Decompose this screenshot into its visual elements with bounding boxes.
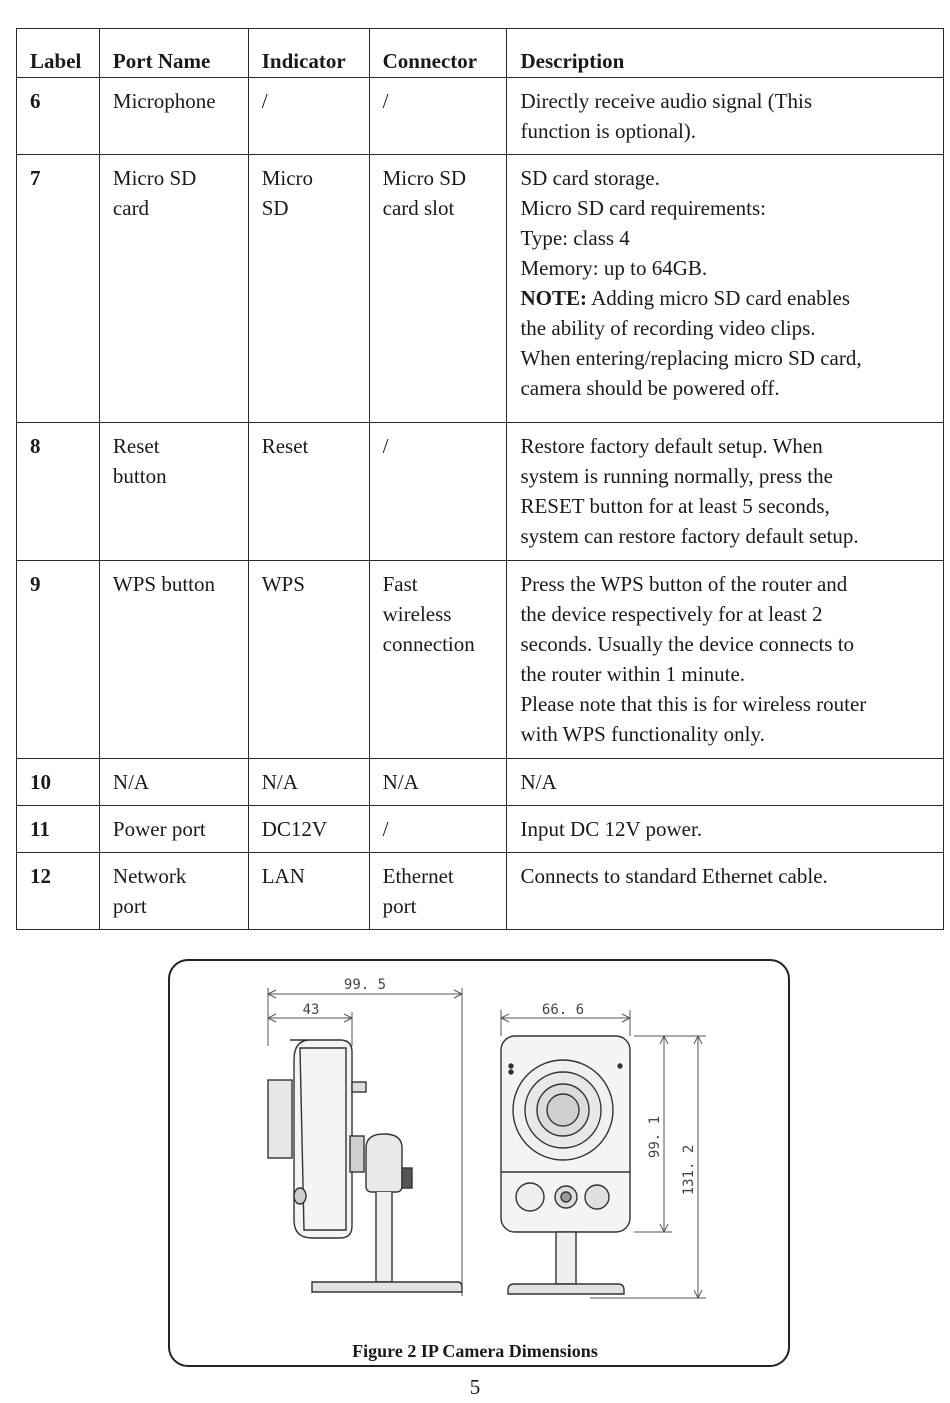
text-line: the device respectively for at least 2	[520, 602, 823, 626]
dim-body-height: 99. 1	[647, 1115, 663, 1159]
row-label: 7	[17, 155, 100, 423]
text-line: Memory: up to 64GB.	[520, 256, 708, 280]
text-line: LAN	[261, 864, 305, 888]
row-label: 9	[17, 561, 100, 759]
text-line: Press the WPS button of the router and	[520, 572, 848, 596]
text-line: function is optional).	[520, 119, 697, 143]
header-label: Label	[17, 29, 100, 78]
figure-caption: Figure 2 IP Camera Dimensions	[352, 1341, 598, 1361]
text-line: camera should be powered off.	[520, 376, 780, 400]
text-line: Please note that this is for wireless router	[520, 692, 867, 716]
row-label: 8	[17, 423, 100, 561]
text-line: /	[382, 817, 389, 841]
header-indicator: Indicator	[248, 29, 369, 78]
dim-body-depth: 43	[302, 1002, 320, 1018]
text-line: Reset	[261, 434, 309, 458]
text-line: the ability of recording video clips.	[520, 316, 816, 340]
text-line: N/A	[261, 770, 298, 794]
row-label: 12	[17, 853, 100, 930]
text-line: WPS	[261, 572, 305, 596]
text-line: N/A	[520, 770, 557, 794]
text-line: connection	[382, 632, 475, 656]
text-line: /	[382, 89, 389, 113]
text-line: Power port	[112, 817, 206, 841]
text-line: RESET button for at least 5 seconds,	[520, 494, 830, 518]
text-line: WPS button	[112, 572, 216, 596]
side-view	[268, 1040, 462, 1292]
text-line: system is running normally, press the	[520, 464, 833, 488]
row-label: 6	[17, 78, 100, 155]
text-line: Connects to standard Ethernet cable.	[520, 864, 828, 888]
text-line: When entering/replacing micro SD card,	[520, 346, 862, 370]
text-line: Fast	[382, 572, 418, 596]
front-view	[501, 1036, 630, 1294]
text-line: N/A	[382, 770, 419, 794]
text-line: SD card storage.	[520, 166, 660, 190]
dim-overall-height: 131. 2	[681, 1144, 697, 1196]
header-port-name: Port Name	[99, 29, 248, 78]
header-description: Description	[507, 29, 944, 78]
text-line: system can restore factory default setup.	[520, 524, 859, 548]
text-line: wireless	[382, 602, 452, 626]
text-line: button	[112, 464, 167, 488]
dim-overall-depth: 99. 5	[343, 977, 387, 993]
text-line: /	[382, 434, 389, 458]
text-line: with WPS functionality only.	[520, 722, 765, 746]
text-line: Reset	[112, 434, 160, 458]
note-text: Adding micro SD card enables	[586, 286, 851, 310]
text-line: Micro SD	[112, 166, 197, 190]
text-line: Microphone	[112, 89, 216, 113]
text-line: seconds. Usually the device connects to	[520, 632, 855, 656]
note-label: NOTE:	[520, 286, 587, 310]
dim-width: 66. 6	[541, 1002, 585, 1018]
text-line: SD	[261, 196, 289, 220]
text-line: Network	[112, 864, 187, 888]
text-line: port	[382, 894, 417, 918]
text-line: card	[112, 196, 150, 220]
page-number: 5	[469, 1375, 481, 1399]
text-line: Micro SD	[382, 166, 467, 190]
header-connector: Connector	[369, 29, 507, 78]
row-label: 11	[17, 806, 100, 853]
text-line: Restore factory default setup. When	[520, 434, 823, 458]
text-line: Type: class 4	[520, 226, 630, 250]
text-line: port	[112, 894, 147, 918]
text-line: Micro	[261, 166, 314, 190]
text-line: Input DC 12V power.	[520, 817, 703, 841]
text-line: the router within 1 minute.	[520, 662, 746, 686]
text-line: Ethernet	[382, 864, 454, 888]
text-line: Micro SD card requirements:	[520, 196, 766, 220]
text-line: DC12V	[261, 817, 328, 841]
row-label: 10	[17, 759, 100, 806]
text-line: N/A	[112, 770, 150, 794]
text-line: /	[261, 89, 268, 113]
text-line: card slot	[382, 196, 455, 220]
text-line: Directly receive audio signal (This	[520, 89, 813, 113]
